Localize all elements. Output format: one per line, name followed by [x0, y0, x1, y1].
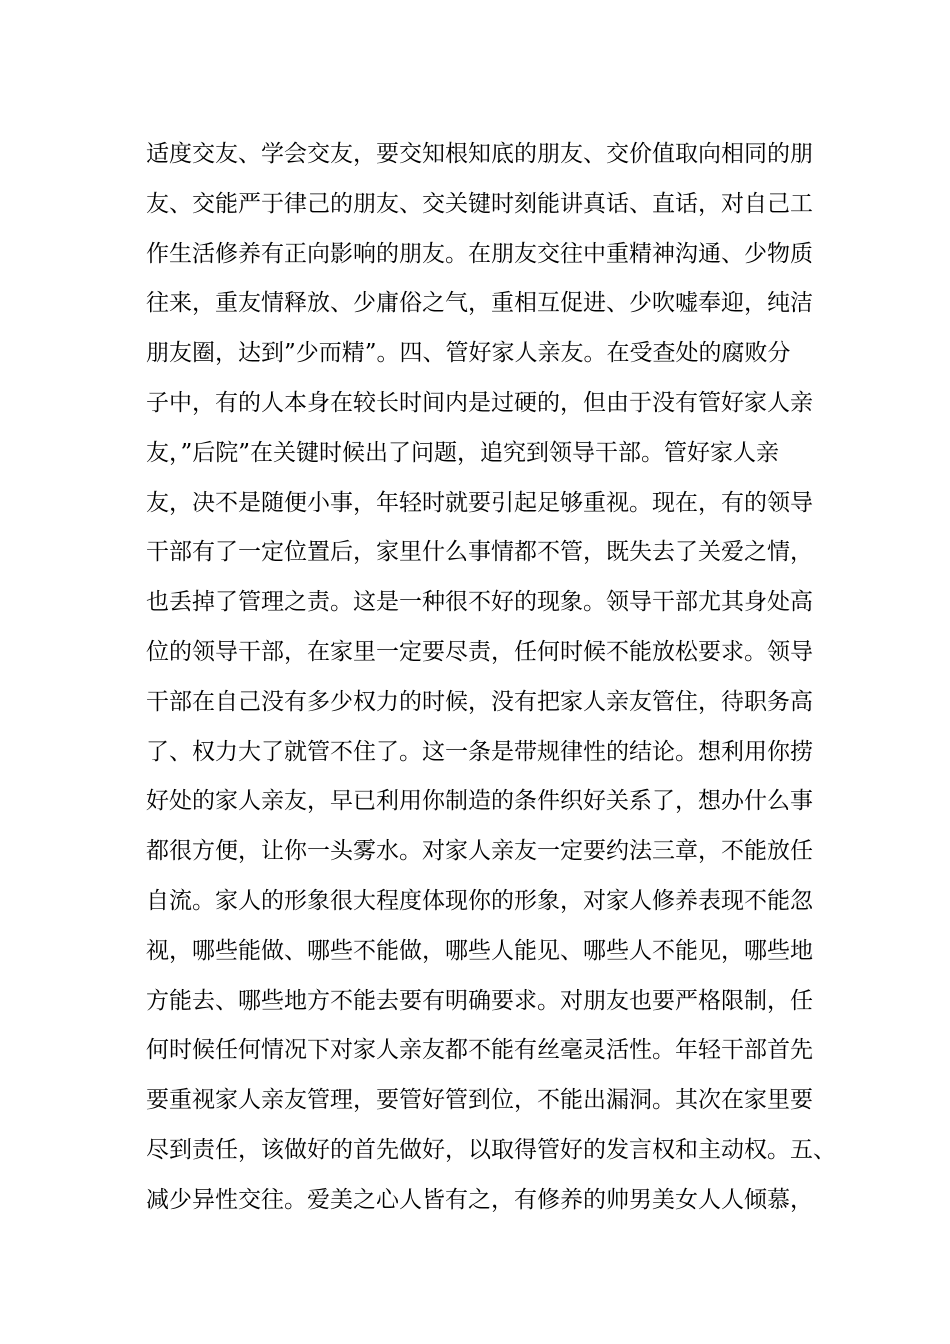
text-line: 何时候任何情况下对家人亲友都不能有丝毫灵活性。年轻干部首先: [146, 1037, 813, 1064]
text-line: 适度交友、学会交友，要交知根知底的朋友、交价值取向相同的朋: [146, 141, 813, 167]
text-line: 作生活修养有正向影响的朋友。在朋友交往中重精神沟通、少物质: [146, 240, 813, 267]
text-line: 减少异性交往。爱美之心人皆有之，有修养的帅男美女人人倾慕，: [146, 1186, 813, 1213]
text-line: 好处的家人亲友，早已利用你制造的条件织好关系了，想办什么事: [146, 788, 813, 815]
text-line: 尽到责任，该做好的首先做好，以取得管好的发言权和主动权。五、: [146, 1136, 836, 1163]
text-line: 干部有了一定位置后，家里什么事情都不管，既失去了关爱之情，: [146, 539, 813, 566]
text-line: 都很方便，让你一头雾水。对家人亲友一定要约法三章，不能放任: [146, 838, 813, 865]
text-line: 方能去、哪些地方不能去要有明确要求。对朋友也要严格限制，任: [146, 987, 813, 1014]
text-line: 了、权力大了就管不住了。这一条是带规律性的结论。想利用你捞: [146, 738, 813, 765]
text-line: 往来，重友情释放、少庸俗之气，重相互促进、少吹嘘奉迎，纯洁: [146, 290, 813, 317]
text-line: 朋友圈，达到”少而精”。四、管好家人亲友。在受查处的腐败分: [146, 340, 791, 367]
text-line: 要重视家人亲友管理，要管好管到位，不能出漏洞。其次在家里要: [146, 1087, 813, 1114]
text-line: 位的领导干部，在家里一定要尽责，任何时候不能放松要求。领导: [146, 638, 813, 665]
text-line: 视，哪些能做、哪些不能做，哪些人能见、哪些人不能见，哪些地: [146, 937, 813, 964]
text-line: 友，决不是随便小事，年轻时就要引起足够重视。现在，有的领导: [146, 489, 813, 516]
text-line: 也丢掉了管理之责。这是一种很不好的现象。领导干部尤其身处高: [146, 589, 813, 616]
text-line: 自流。家人的形象很大程度体现你的形象，对家人修养表现不能忽: [146, 887, 813, 914]
body-text: [146, 130, 836, 1226]
text-line: 友、交能严于律己的朋友、交关键时刻能讲真话、直话，对自己工: [146, 190, 813, 217]
text-line: 子中，有的人本身在较长时间内是过硬的，但由于没有管好家人亲: [146, 389, 813, 416]
text-line: 干部在自己没有多少权力的时候，没有把家人亲友管住，待职务高: [146, 688, 813, 715]
text-line: 友，”后院”在关键时候出了问题，追究到领导干部。管好家人亲: [146, 439, 780, 466]
